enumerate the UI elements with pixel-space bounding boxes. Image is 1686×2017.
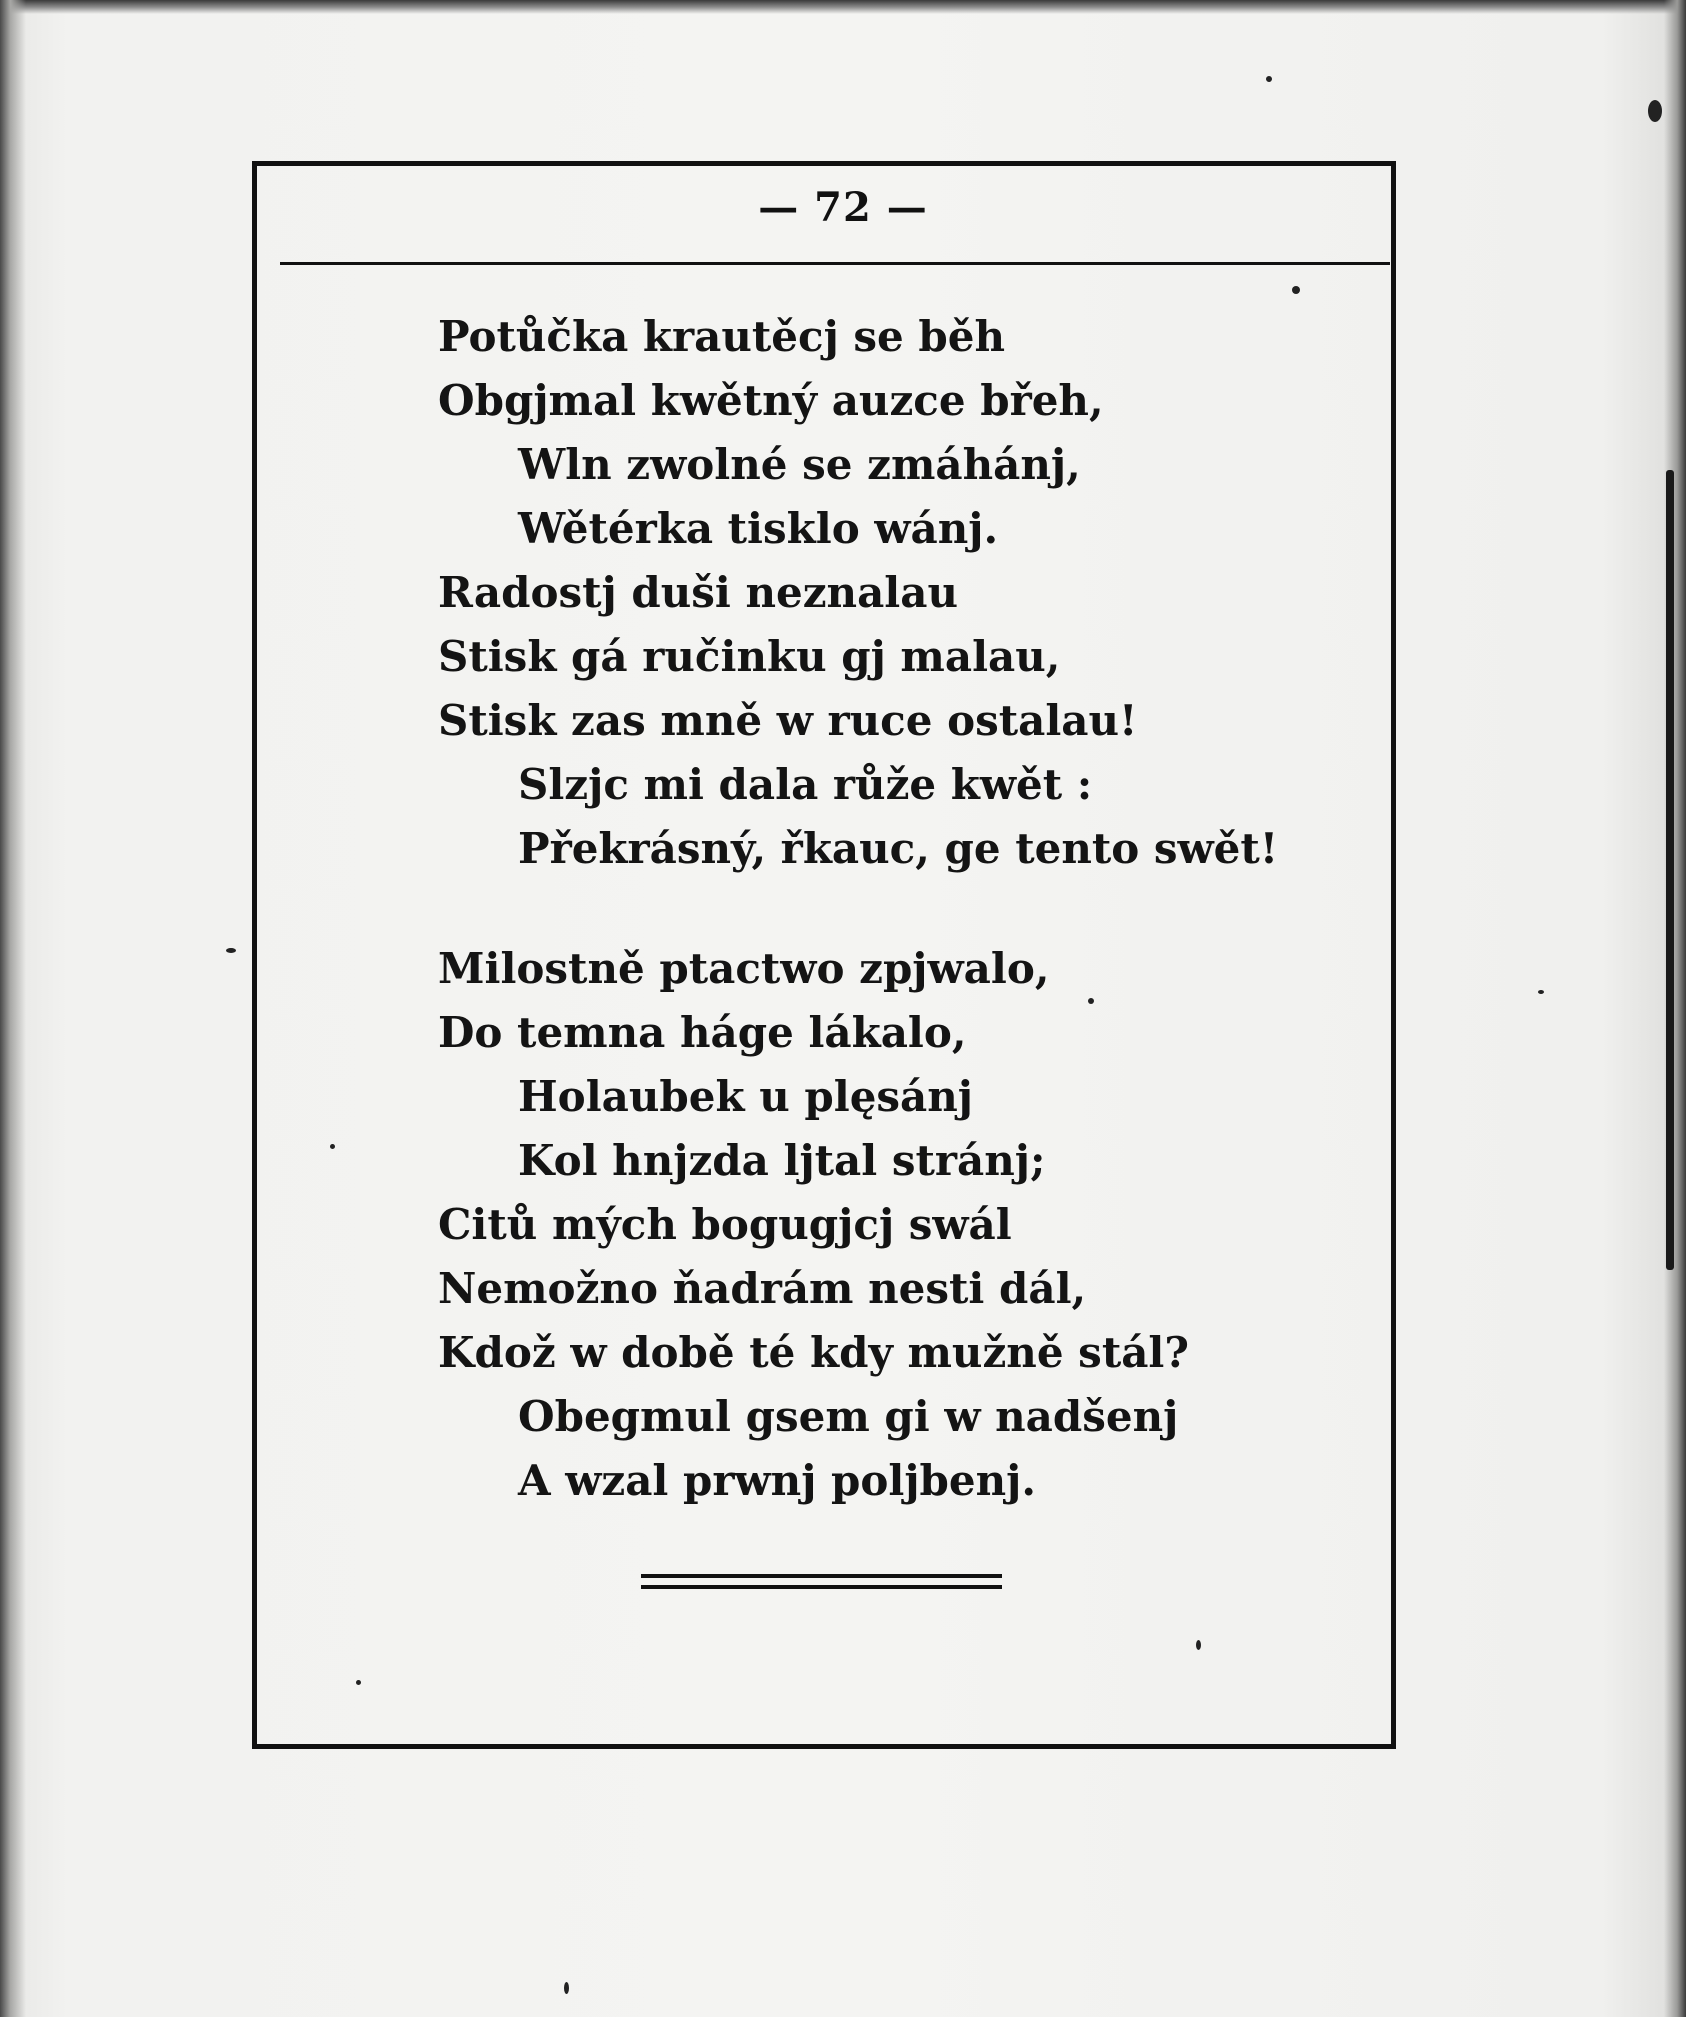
poem-line: Potůčka krautěcj se běh bbox=[438, 312, 1006, 361]
scan-speck bbox=[1292, 286, 1300, 294]
scan-speck bbox=[330, 1144, 335, 1149]
poem-line: Obegmul gsem gi w nadšenj bbox=[518, 1392, 1179, 1441]
poem-line: Citů mých bogugjcj swál bbox=[438, 1200, 1012, 1249]
scan-speck bbox=[356, 1680, 361, 1685]
end-rule-bottom bbox=[641, 1585, 1002, 1589]
poem-line: Stisk gá ručinku gj malau, bbox=[438, 632, 1061, 681]
scan-left-edge bbox=[0, 0, 26, 2017]
scan-speck bbox=[564, 1982, 569, 1994]
end-rule-top bbox=[641, 1574, 1002, 1578]
poem-line: A wzal prwnj poljbenj. bbox=[518, 1456, 1036, 1505]
scan-speck bbox=[226, 948, 236, 953]
poem-line: Wln zwolné se zmáhánj, bbox=[518, 440, 1081, 489]
poem-line: Nemožno ňadrám nesti dál, bbox=[438, 1264, 1087, 1313]
scan-speck bbox=[1088, 998, 1094, 1004]
poem-line: Wětérka tisklo wánj. bbox=[518, 504, 999, 553]
poem-line: Radostj duši neznalau bbox=[438, 568, 959, 617]
poem-line: Překrásný, řkauc, ge tento swět! bbox=[518, 824, 1279, 873]
poem-line: Stisk zas mně w ruce ostalau! bbox=[438, 696, 1138, 745]
poem-line: Slzjc mi dala růže kwět : bbox=[518, 760, 1093, 809]
poem-line: Kol hnjzda ljtal stránj; bbox=[518, 1136, 1046, 1185]
poem-line: Holaubek u plęsánj bbox=[518, 1072, 974, 1121]
header-rule bbox=[280, 262, 1390, 265]
scan-speck bbox=[1538, 990, 1544, 994]
poem-line: Obgjmal kwětný auzce břeh, bbox=[438, 376, 1104, 425]
scan-speck bbox=[1196, 1640, 1201, 1650]
poem-line: Kdož w době té kdy mužně stál? bbox=[438, 1328, 1189, 1377]
poem-line: Do temna háge lákalo, bbox=[438, 1008, 967, 1057]
scan-top-edge bbox=[0, 0, 1686, 14]
scan-speck bbox=[1648, 100, 1662, 122]
binding-shadow bbox=[1666, 470, 1674, 1270]
scan-speck bbox=[1266, 76, 1272, 82]
page-number: — 72 — bbox=[758, 184, 928, 231]
poem-line: Milostně ptactwo zpjwalo, bbox=[438, 944, 1050, 993]
